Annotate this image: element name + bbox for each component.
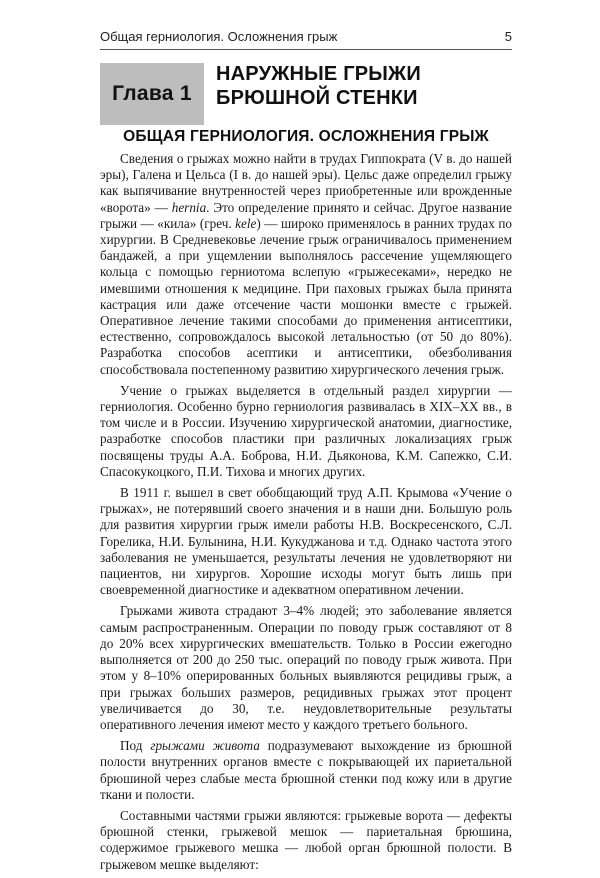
paragraph-3: В 1911 г. вышел в свет обобщающий труд А.П. Крымова «Учение о грыжах», не потерявший своего значения и в наши дни. Большую роль для развития хирургии грыж имели работы Н.В. Воскресенского, С.Л. Горелика, Н.И. Булынина, Н.И. Кукуджанова и т.д. Однако частота этого заболевания не уменьшается, результаты лечения не удовлетворяют ни пациентов, ни хирургов. Хорошие исходы могут быть лишь при своевременной диагностике и адекватном оперативном лечении. — [100, 485, 512, 598]
header-rule — [100, 49, 512, 50]
chapter-label: Глава 1 — [112, 82, 192, 105]
section-title: ОБЩАЯ ГЕРНИОЛОГИЯ. ОСЛОЖНЕНИЯ ГРЫЖ — [123, 128, 489, 145]
defined-term: грыжами живота — [150, 738, 260, 754]
page-number: 5 — [504, 29, 512, 44]
greek-term: kele — [235, 215, 257, 231]
paragraph-6: Составными частями грыжи являются: грыжевые ворота — дефекты брюшной стенки, грыжевой мешок — париетальная брюшина, содержимое грыжевого мешка — любой орган брюшной полости. В грыжевом мешке выделяют: — [100, 807, 512, 872]
chapter-title: НАРУЖНЫЕ ГРЫЖИ БРЮШНОЙ СТЕНКИ — [216, 63, 421, 109]
paragraph-4: Грыжами живота страдают 3–4% людей; это заболевание является самым распространенным. Операции по поводу грыж составляют от 8 до 20% всех хирургических вмешательств. Только в России ежегодно выполняется от 200 до 250 тыс. операций по поводу грыж живота. При этом у 8–10% оперированных больных выявляются рецидивы грыж, а при грыжах больших размеров, рецидивных грыжах этот процент увеличивается до 30, т.е. неудовлетворительные результаты оперативного лечения имеют место у каждого третьего больного. — [100, 603, 512, 732]
paragraph-2: Учение о грыжах выделяется в отдельный раздел хирургии — герниология. Особенно бурно герниология развивалась в XIX–XX вв., в том числе и в России. Изучению хирургической анатомии, диагностике, разработке способов пластики при различных локализациях грыж посвящены труды А.А. Боброва, Н.И. Дьяконова, К.М. Сапежко, С.И. Спасокукоцкого, П.И. Тихова и многих других. — [100, 382, 512, 479]
running-head-title: Общая герниология. Осложнения грыж — [100, 29, 338, 44]
chapter-label-box — [100, 63, 204, 125]
latin-term: hernia — [171, 199, 207, 215]
paragraph-5: Под грыжами живота подразумевают выхождение из брюшной полости внутренних органов вместе с покрывающей их париетальной брюшиной через слабые места брюшной стенки под кожу или в другие ткани и полости. — [100, 738, 512, 802]
paragraph-1: Сведения о грыжах можно найти в трудах Гиппократа (V в. до нашей эры), Галена и Цельса (I в. до нашей эры). Цельс даже определил грыжу как выпячивание внутренностей через приобретенные или врожденные «ворота» — hernia. Это определение принято и сейчас. Другое название грыжи — «кила» (греч. kele) — широко применялось в ранних трудах по хирургии. В Средневековье лечение грыж ограничивалось применением бандажей, а при ущемлении выполнялось рассечение ущемляющего кольца с помощью герниотома вслепую «грыжесеками», нередко не имевшими отношения к медицине. При паховых грыжах была принята кастрация или даже отсечение части мошонки вместе с грыжей. Оперативное лечение такими способами до применения антисептики, естественно, сопровождалось высокой летальностью (от 50 до 80%). Разработка способов асептики и антисептики, обезболивания способствовала постепенному развитию хирургического лечения грыж. — [100, 151, 512, 377]
body-text — [100, 151, 512, 878]
